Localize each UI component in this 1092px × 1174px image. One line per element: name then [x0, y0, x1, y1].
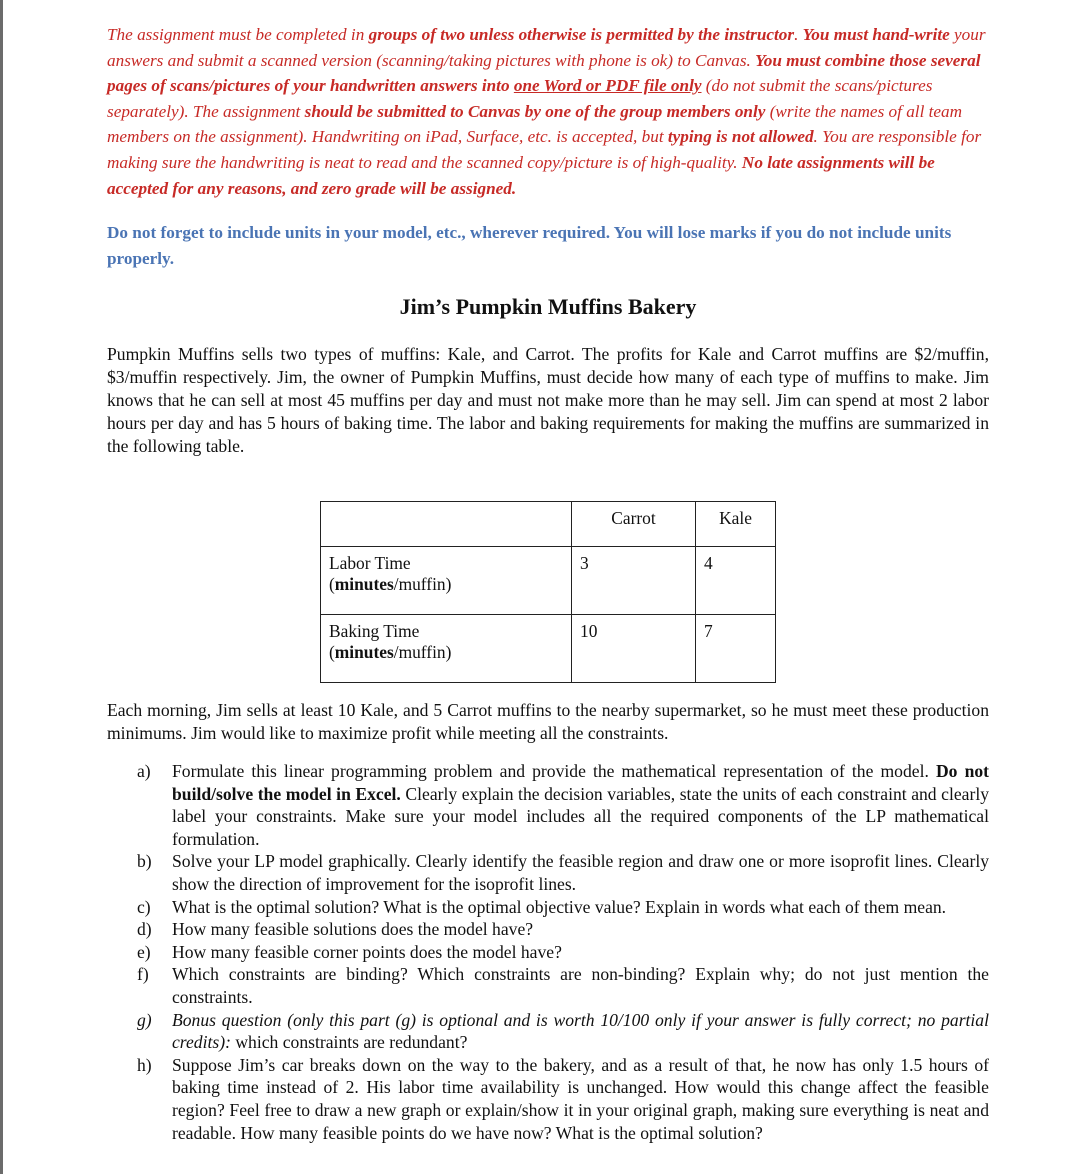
row-label-labor: Labor Time (minutes/muffin) — [321, 547, 572, 615]
list-item — [137, 941, 989, 964]
list-item — [137, 850, 989, 895]
page-title: Jim’s Pumpkin Muffins Bakery — [399, 294, 697, 320]
page-left-edge — [0, 0, 3, 1174]
row-label-baking: Baking Time (minutes/muffin) — [321, 615, 572, 683]
question-text: Bonus question (only this part (g) is optional and is worth 10/100 only if your answer is fully correct; no partial credits): which constraints are redundant? — [172, 1009, 989, 1053]
table-row — [321, 547, 776, 615]
question-text: Suppose Jim’s car breaks down on the way to the bakery, and as a result of that, he now has only 1.5 hours of baking time instead of 2. His labor time availability is unchanged. How would this change affect the feasible region? Feel free to draw a new graph or explain/show it in your original graph, making sure everything is neat and readable. How many feasible points do we have now? What is the optimal solution? — [172, 1054, 989, 1143]
question-text: Solve your LP model graphically. Clearly identify the feasible region and draw one or more isoprofit lines. Clearly show the direction of improvement for the isoprofit lines. — [172, 851, 989, 894]
question-label: g) — [137, 1009, 152, 1030]
question-text: How many feasible solutions does the model have? — [172, 919, 534, 940]
question-label: f) — [137, 964, 149, 985]
cell-labor-carrot: 3 — [572, 547, 696, 615]
column-header-carrot: Carrot — [572, 502, 696, 547]
requirements-table — [320, 501, 776, 683]
list-item — [137, 963, 989, 1008]
question-text: How many feasible corner points does the model have? — [172, 941, 562, 962]
question-label: a) — [137, 761, 151, 781]
table-corner-cell — [321, 502, 572, 547]
question-label: c) — [137, 896, 151, 917]
units-reminder: Do not forget to include units in your model, etc., wherever required. You will lose marks if you do not include units properly. — [107, 223, 952, 268]
cell-baking-kale: 7 — [696, 615, 776, 683]
document-page — [107, 22, 990, 1143]
list-item — [137, 918, 989, 941]
question-text: Which constraints are binding? Which constraints are non-binding? Explain why; do not just mention the constraints. — [172, 964, 989, 1007]
question-text: Formulate this linear programming problem and provide the mathematical representation of the model. Do not build/solve the model in Excel. Clearly explain the decision variables, state the units of each constraint and clearly label your constraints. Make sure your model includes all the required components of the LP mathematical formulation. — [172, 761, 990, 849]
question-list — [137, 760, 989, 1144]
question-label: h) — [137, 1054, 152, 1075]
question-label: e) — [137, 941, 151, 962]
problem-intro: Pumpkin Muffins sells two types of muffins: Kale, and Carrot. The profits for Kale and Carrot muffins are $2/muffin, $3/muffin respectively. Jim, the owner of Pumpkin Muffins, must decide how many of each type of muffins to make. Jim knows that he can sell at most 45 muffins per day and must not make more than he may sell. Jim can spend at most 2 labor hours per day and has 5 hours of baking time. The labor and baking requirements for making the muffins are summarized in the following table. — [107, 344, 989, 456]
table-header-row — [321, 502, 776, 547]
cell-baking-carrot: 10 — [572, 615, 696, 683]
list-item — [137, 760, 989, 850]
table-row — [321, 615, 776, 683]
question-label: b) — [137, 851, 152, 872]
submission-instructions: The assignment must be completed in groups of two unless otherwise is permitted by the instructor. You must hand-write your answers and submit a scanned version (scanning/taking pictures with phone is ok) to Canvas. You must combine those several pages of scans/pictures of your handwritten answers into one Word or PDF file only (do not submit the scans/pictures separately). The assignment should be submitted to Canvas by one of the group members only (write the names of all team members on the assignment). Handwriting on iPad, Surface, etc. is accepted, but typing is not allowed. You are responsible for making sure the handwriting is neat to read and the scanned copy/picture is of high-quality. No late assignments will be accepted for any reasons, and zero grade will be assigned. — [107, 25, 986, 198]
list-item — [137, 896, 989, 919]
list-item — [137, 1009, 989, 1054]
cell-labor-kale: 4 — [696, 547, 776, 615]
column-header-kale: Kale — [696, 502, 776, 547]
question-text: What is the optimal solution? What is the optimal objective value? Explain in words what each of them mean. — [172, 896, 947, 917]
production-minimums-text: Each morning, Jim sells at least 10 Kale, and 5 Carrot muffins to the nearby supermarket, so he must meet these production minimums. Jim would like to maximize profit while meeting all the constraints. — [107, 700, 989, 743]
list-item — [137, 1054, 989, 1144]
question-label: d) — [137, 919, 152, 940]
